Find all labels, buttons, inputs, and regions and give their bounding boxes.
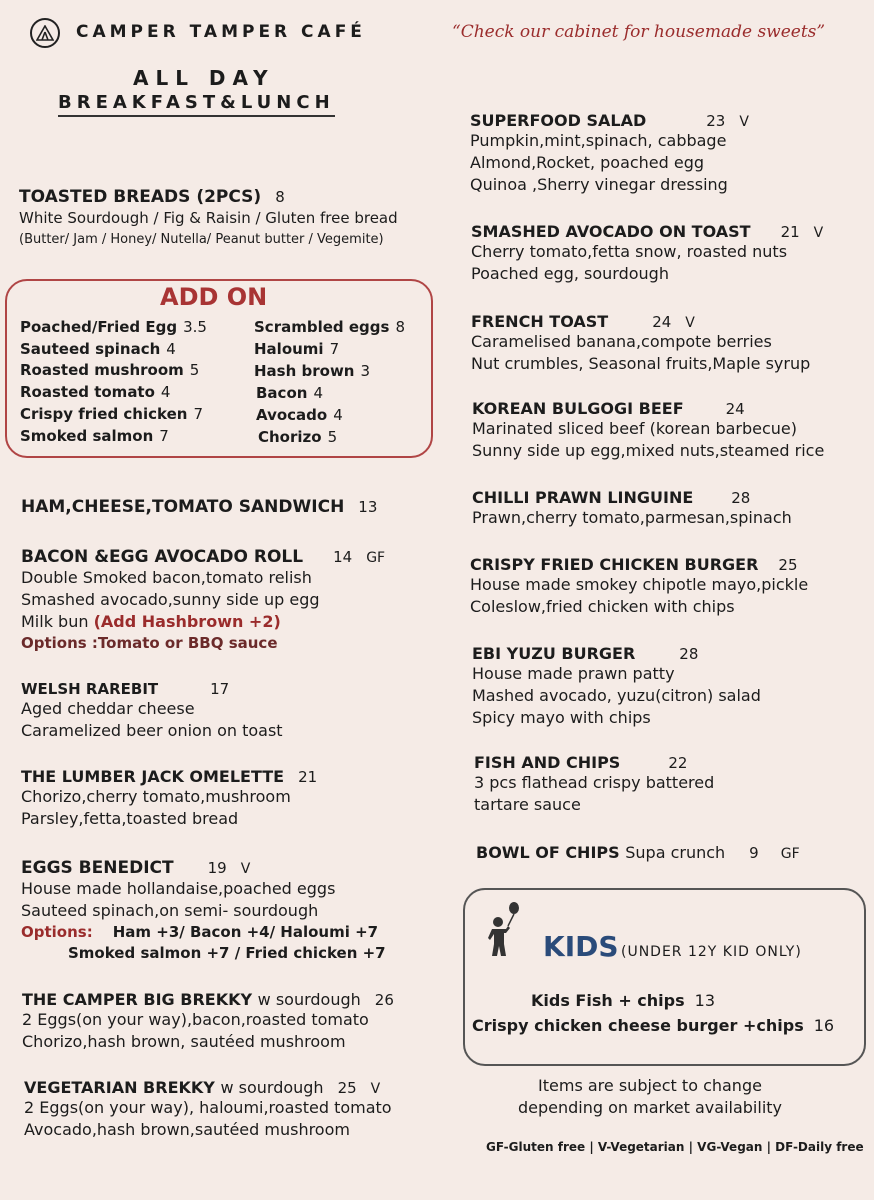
cafe-logo <box>30 18 60 48</box>
kids-title: KIDS <box>543 930 619 963</box>
item-desc: Parsley,fetta,toasted bread <box>21 809 239 828</box>
item-desc: Milk bun (Add Hashbrown +2) <box>21 612 281 631</box>
item-price: 23 <box>706 112 726 130</box>
addon-item: Sauteed spinach 4 <box>20 340 176 358</box>
item-name: BOWL OF CHIPS <box>476 843 620 862</box>
menu-item-ebi-yuzu-burger <box>472 644 872 729</box>
dietary-tag: V <box>370 1081 381 1097</box>
addon-item: Crispy fried chicken 7 <box>20 405 203 423</box>
menu-item-superfood-salad <box>470 111 870 196</box>
dietary-tag: GF <box>780 846 800 862</box>
item-price: 14 <box>333 548 353 566</box>
item-name: THE CAMPER BIG BREKKY <box>22 990 253 1009</box>
kids-menu-item: Kids Fish + chips 13 <box>531 991 715 1010</box>
item-price: 26 <box>374 991 394 1009</box>
addon-title: ADD ON <box>160 283 268 311</box>
notice-line: Items are subject to change <box>538 1076 762 1095</box>
item-desc: Sunny side up egg,mixed nuts,steamed rice <box>472 441 825 460</box>
item-desc: Caramelized beer onion on toast <box>21 721 283 740</box>
dietary-tag: V <box>739 114 749 130</box>
menu-item-eggs-benedict <box>21 858 441 964</box>
menu-item-bowl-of-chips <box>476 843 874 862</box>
menu-item-ham-sandwich <box>21 497 441 517</box>
item-options: Options: Ham +3/ Bacon +4/ Haloumi +7 <box>21 923 379 941</box>
item-name: HAM,CHEESE,TOMATO SANDWICH <box>21 497 345 517</box>
item-price: 9 <box>749 844 759 862</box>
menu-item-welsh-rarebit <box>21 680 441 742</box>
item-name: CHILLI PRAWN LINGUINE <box>472 488 694 507</box>
item-name: TOASTED BREADS (2PCS) <box>19 187 262 207</box>
item-options: Smoked salmon +7 / Fried chicken +7 <box>68 944 386 962</box>
item-desc: Smashed avocado,sunny side up egg <box>21 590 320 609</box>
item-price: 28 <box>679 645 699 663</box>
item-name: FRENCH TOAST <box>471 312 609 331</box>
item-desc: Quinoa ,Sherry vinegar dressing <box>470 175 728 194</box>
item-price: 13 <box>358 498 378 516</box>
item-note: w sourdough <box>257 990 361 1009</box>
item-desc: Mashed avocado, yuzu(citron) salad <box>472 686 761 705</box>
item-price: 22 <box>668 754 688 772</box>
item-name: SUPERFOOD SALAD <box>470 111 647 130</box>
item-desc: Pumpkin,mint,spinach, cabbage <box>470 131 727 150</box>
item-price: 24 <box>652 313 672 331</box>
tagline: “Check our cabinet for housemade sweets” <box>452 22 826 42</box>
kids-age-note: (UNDER 12Y KID ONLY) <box>621 944 802 960</box>
item-desc: Spicy mayo with chips <box>472 708 651 727</box>
item-note: w sourdough <box>220 1078 324 1097</box>
item-desc: Coleslow,fried chicken with chips <box>470 597 735 616</box>
item-desc: Chorizo,hash brown, sautéed mushroom <box>22 1032 346 1051</box>
item-desc: Marinated sliced beef (korean barbecue) <box>472 419 797 438</box>
item-desc: Cherry tomato,fetta snow, roasted nuts <box>471 242 788 261</box>
item-price: 21 <box>780 223 800 241</box>
item-price: 8 <box>275 188 285 206</box>
item-name: THE LUMBER JACK OMELETTE <box>21 767 285 786</box>
menu-item-smashed-avocado <box>471 222 871 285</box>
dietary-legend: GF-Gluten free | V-Vegetarian | VG-Vegan | DF-Daily free <box>486 1140 864 1154</box>
item-desc: Almond,Rocket, poached egg <box>470 153 705 172</box>
menu-item-chilli-prawn-linguine <box>472 488 872 529</box>
item-desc: Caramelised banana,compote berries <box>471 332 772 351</box>
item-price: 25 <box>778 556 798 574</box>
item-desc: Chorizo,cherry tomato,mushroom <box>21 787 291 806</box>
addon-item: Avocado 4 <box>256 406 343 424</box>
addon-item: Hash brown 3 <box>254 362 371 380</box>
item-desc: tartare sauce <box>474 795 581 814</box>
item-desc: House made prawn patty <box>472 664 675 683</box>
item-price: 24 <box>725 400 745 418</box>
item-price: 25 <box>337 1079 357 1097</box>
breakfast-lunch-heading: BREAKFAST&LUNCH <box>58 92 335 117</box>
item-desc: Supa crunch <box>625 843 726 862</box>
item-name: CRISPY FRIED CHICKEN BURGER <box>470 555 759 574</box>
addon-item: Chorizo 5 <box>258 428 338 446</box>
item-desc: 2 Eggs(on your way),bacon,roasted tomato <box>22 1010 369 1029</box>
item-desc: House made hollandaise,poached eggs <box>21 879 336 898</box>
item-desc: Prawn,cherry tomato,parmesan,spinach <box>472 508 792 527</box>
item-desc: (Butter/ Jam / Honey/ Nutella/ Peanut butter / Vegemite) <box>19 232 384 247</box>
tent-icon <box>36 25 54 41</box>
menu-item-korean-bulgogi <box>472 399 872 462</box>
cafe-name: CAMPER TAMPER CAFÉ <box>76 22 366 42</box>
addon-item: Bacon 4 <box>256 384 323 402</box>
item-name: WELSH RAREBIT <box>21 680 159 698</box>
notice-line: depending on market availability <box>517 1098 782 1117</box>
item-desc: Poached egg, sourdough <box>471 264 669 283</box>
addon-item: Scrambled eggs 8 <box>254 318 405 336</box>
item-desc: 3 pcs flathead crispy battered <box>474 773 715 792</box>
item-name: EGGS BENEDICT <box>21 858 174 878</box>
dietary-tag: V <box>685 315 695 331</box>
item-desc: Double Smoked bacon,tomato relish <box>21 568 312 587</box>
child-balloon-icon <box>484 900 526 962</box>
item-options: Options :Tomato or BBQ sauce <box>21 634 278 652</box>
kids-menu-item: Crispy chicken cheese burger +chips 16 <box>472 1016 835 1035</box>
item-desc: Nut crumbles, Seasonal fruits,Maple syrup <box>471 354 811 373</box>
item-price: 17 <box>210 680 230 698</box>
addon-item: Roasted mushroom 5 <box>20 361 200 379</box>
item-name: BACON &EGG AVOCADO ROLL <box>21 547 304 567</box>
item-desc: Aged cheddar cheese <box>21 699 195 718</box>
item-name: FISH AND CHIPS <box>474 753 621 772</box>
item-price: 28 <box>731 489 751 507</box>
item-name: EBI YUZU BURGER <box>472 644 636 663</box>
menu-item-toasted-breads <box>19 187 449 251</box>
item-desc: House made smokey chipotle mayo,pickle <box>470 575 809 594</box>
menu-item-fish-and-chips <box>474 753 874 816</box>
item-desc: Avocado,hash brown,sautéed mushroom <box>24 1120 350 1139</box>
addon-item: Smoked salmon 7 <box>20 427 169 445</box>
addon-item: Roasted tomato 4 <box>20 383 171 401</box>
dietary-tag: GF <box>366 550 386 566</box>
item-name: SMASHED AVOCADO ON TOAST <box>471 222 751 241</box>
dietary-tag: V <box>240 861 251 877</box>
item-name: VEGETARIAN BREKKY <box>24 1078 215 1097</box>
menu-item-camper-big-brekky <box>22 990 442 1053</box>
item-name: KOREAN BULGOGI BEEF <box>472 399 684 418</box>
addon-item: Haloumi 7 <box>254 340 340 358</box>
all-day-heading: ALL DAY <box>133 66 275 90</box>
item-desc: White Sourdough / Fig & Raisin / Gluten free bread <box>19 209 398 227</box>
availability-notice <box>470 1075 830 1119</box>
item-desc: 2 Eggs(on your way), haloumi,roasted tomato <box>24 1098 392 1117</box>
addon-item: Poached/Fried Egg 3.5 <box>20 318 207 336</box>
item-price: 21 <box>298 768 318 786</box>
menu-item-crispy-chicken-burger <box>470 555 870 618</box>
menu-item-lumber-jack <box>21 767 441 830</box>
menu-item-vegetarian-brekky <box>24 1078 444 1141</box>
dietary-tag: V <box>813 225 824 241</box>
item-price: 19 <box>207 859 227 877</box>
menu-item-bacon-egg-roll <box>21 547 441 654</box>
menu-item-french-toast <box>471 312 871 375</box>
item-desc: Sauteed spinach,on semi- sourdough <box>21 901 319 920</box>
